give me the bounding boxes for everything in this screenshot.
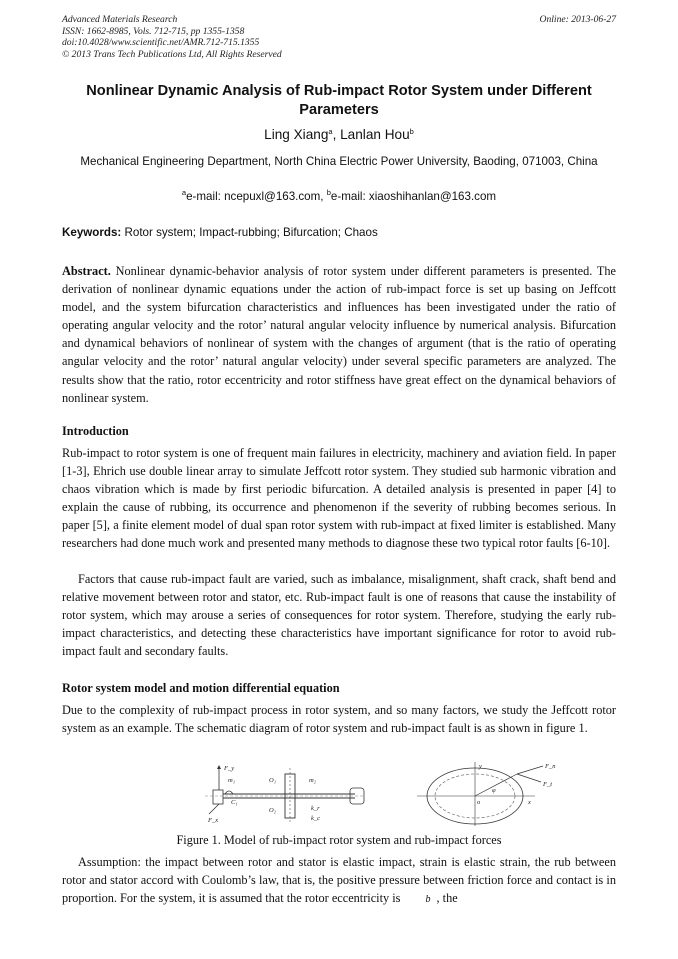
introduction-paragraph-2: Factors that cause rub-impact fault are varied, such as imbalance, misalignment, shaft crack, shaft bend and relative movement between rotor and stator, etc. Rub-impact fault is one of reasons that cause the instability of rotor system, which may arouse a series of consequences for rotor system. Therefore, studying the early rub-impact characteristics, and detecting these characteristics have important significance for rotor to avoid rub-impact fault and secondary faults. (62, 572, 616, 659)
label-kr: k_r (311, 805, 320, 812)
keywords (62, 226, 616, 239)
label-o: o (477, 799, 481, 806)
eccentricity-symbol: b (425, 894, 431, 906)
author-name: Ling Xiang (264, 127, 329, 142)
figure-caption: Figure 1. Model of rub-impact rotor system and rub-impact forces (176, 833, 502, 847)
abstract-label: Abstract. (62, 264, 111, 278)
journal-name: Advanced Materials Research (62, 14, 178, 25)
doi-line: doi:10.4028/www.scientific.net/AMR.712-715.1355 (62, 37, 260, 49)
author-mark: b (409, 127, 414, 136)
label-kc: k_c (311, 815, 321, 822)
model-paragraph-1: Due to the complexity of rub-impact process in rotor system, and so many factors, we study the Jeffcott rotor system as an example. The schematic diagram of rotor system and rub-impact fault is as shown in figure 1. (62, 703, 616, 736)
author-mark: a (328, 127, 333, 136)
fn-arrow (517, 766, 543, 774)
keywords-label: Keywords: (62, 226, 122, 239)
label-o2: O₂ (269, 807, 276, 814)
label-fn: F_n (545, 763, 556, 770)
radius-line (475, 774, 517, 796)
label-ft: F_t (543, 781, 553, 788)
copyright-line: © 2013 Trans Tech Publications Ltd, All Rights Reserved (62, 48, 282, 60)
label-m2: m₂ (309, 777, 316, 784)
label-m1: m₁ (228, 777, 235, 784)
fx-arrow (209, 804, 219, 814)
online-date: Online: 2013-06-27 (539, 14, 616, 25)
left-bearing (213, 790, 223, 804)
label-x: x (528, 799, 531, 806)
affiliation: Mechanical Engineering Department, North China Electric Power University, Baoding, 071003, China (80, 155, 598, 168)
assumption-text: Assumption: the impact between rotor and stator is elastic impact, strain is elastic strain, the rub between rotor and stator accord with Coulomb’s law, that is, the positive pressure between friction force and contact is in proportion. For the system, it is assumed that the rotor eccentricity is (62, 855, 616, 906)
author-list (62, 127, 616, 142)
label-c1: C₁ (231, 799, 238, 806)
email-address: e-mail: xiaoshihanlan@163.com (330, 190, 497, 203)
model-paragraph-2 (62, 853, 616, 909)
introduction-heading: Introduction (62, 424, 129, 438)
label-y: y (479, 763, 482, 770)
author-name: Lanlan Hou (340, 127, 410, 142)
label-o1: O₁ (269, 777, 276, 784)
introduction-paragraph-1: Rub-impact to rotor system is one of frequent main failures in electricity, machinery and aviation field. In paper [1-3], Ehrich use double linear array to simulate Jeffcott rotor system. They studied sub harmonic vibration and chaos vibration which is made by first periodic bifurcation. A detailed analysis is presented in paper [4] to explain the cause of rubbing, its occurrence and phenomenon if the severity of rubbing becomes serious. In paper [5], a finite element model of dual span rotor system with rub-impact at fixed limiter is established. Many researchers had done much work and presented many methods to diagnose these two typical rotor faults [6-10]. (62, 446, 616, 551)
assumption-text-tail: , the (436, 891, 458, 906)
journal-header (62, 14, 616, 60)
abstract-text: Nonlinear dynamic-behavior analysis of rotor system under different parameters is presented. The derivation of nonlinear dynamic equations under the action of rub-impact force is set up basing on Jeffcott model, and the system bifurcation characteristics and influences has been investigated under the ratio of operating angular velocity and the rotor’ natural angular velocity influence by numerical analysis. Bifurcation and dynamical behaviors of nonlinear of system with the changes of argument (that is the ratio of operating angular velocity and the rotor’ natural angular velocity) under several specific parameters are analyzed. The results show that the ratio, rotor eccentricity and rotor stiffness have great effect on the dynamical behaviors of nonlinear system. (62, 264, 616, 405)
author-separator: , (332, 127, 341, 142)
email-mark: a (181, 188, 187, 197)
abstract (62, 262, 616, 407)
label-phi: φ (492, 787, 496, 794)
email-address: e-mail: ncepuxl@163.com (186, 190, 321, 203)
label-fx: F_x (208, 817, 219, 824)
fy-arrowhead (217, 765, 221, 769)
paper-title: Nonlinear Dynamic Analysis of Rub-impact Rotor System under Different Parameters (86, 83, 592, 118)
email-mark: b (326, 188, 331, 197)
issn-line: ISSN: 1662-8985, Vols. 712-715, pp 1355-1358 (62, 25, 245, 37)
model-section-heading: Rotor system model and motion differential equation (62, 681, 340, 695)
email-line: $^a$e-mail: ncepuxl@163.com, $^b$e-mail: xiaoshihanlan@163.com (181, 188, 497, 203)
keywords-text: Rotor system; Impact-rubbing; Bifurcation; Chaos (124, 226, 378, 239)
ft-arrow (517, 774, 541, 782)
label-fy: F_y (224, 765, 235, 772)
rotor-system-figure (205, 760, 610, 826)
